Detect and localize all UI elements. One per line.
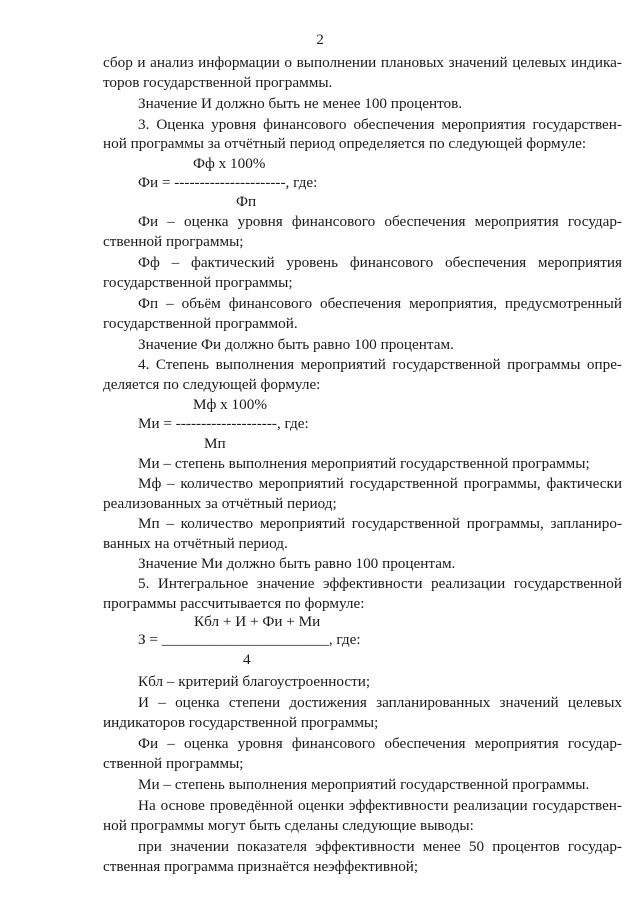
text-line: ственной программы; <box>103 755 244 772</box>
text-line: торов государственной программы. <box>103 74 333 91</box>
text-line: Ми – степень выполнения мероприятий государственной программы. <box>138 776 590 793</box>
text-line: Фи – оценка уровня финансового обеспечения мероприятия государ- <box>138 735 622 752</box>
text-line: ственная программа признаётся неэффективной; <box>103 858 419 875</box>
formula-3-numerator: Кбл + И + Фи + Ми <box>194 613 321 630</box>
formula-2: Ми = --------------------, где: <box>138 415 309 432</box>
text-line: Значение И должно быть не менее 100 процентов. <box>138 95 463 112</box>
text-line: сбор и анализ информации о выполнении плановых значений целевых индика- <box>103 54 622 71</box>
formula-1-numerator: Фф х 100% <box>193 155 266 172</box>
formula-2-denominator: Мп <box>204 435 226 452</box>
text-line: ственной программы; <box>103 233 244 250</box>
text-line: Кбл – критерий благоустроенности; <box>138 673 371 690</box>
text-line: Значение Ми должно быть равно 100 процентам. <box>138 555 456 572</box>
text-line: при значении показателя эффективности менее 50 процентов государ- <box>138 838 622 855</box>
text-line: ванных на отчётный период. <box>103 535 288 552</box>
text-line: деляется по следующей формуле: <box>103 376 321 393</box>
formula-2-numerator: Мф х 100% <box>193 396 267 413</box>
text-line: Фф – фактический уровень финансового обеспечения мероприятия <box>138 254 622 271</box>
text-line: 5. Интегральное значение эффективности реализации государственной <box>138 575 622 592</box>
text-line: Ми – степень выполнения мероприятий государственной программы; <box>138 455 590 472</box>
formula-1-denominator: Фп <box>236 193 257 210</box>
text-line: государственной программой. <box>103 315 298 332</box>
page-number: 2 <box>316 31 324 48</box>
text-line: 3. Оценка уровня финансового обеспечения мероприятия государствен- <box>138 116 622 133</box>
text-line: Фп – объём финансового обеспечения мероприятия, предусмотренный <box>138 295 622 312</box>
text-line: Мф – количество мероприятий государственной программы, фактически <box>138 475 622 492</box>
text-line: Значение Фи должно быть равно 100 процентам. <box>138 336 454 353</box>
formula-3-denominator: 4 <box>243 651 251 668</box>
text-line: Фи – оценка уровня финансового обеспечения мероприятия государ- <box>138 213 622 230</box>
text-line: На основе проведённой оценки эффективности реализации государствен- <box>138 797 622 814</box>
formula-3: З = ______________________, где: <box>138 631 361 648</box>
formula-1: Фи = ----------------------, где: <box>138 174 318 191</box>
text-line: ной программы могут быть сделаны следующие выводы: <box>103 817 474 834</box>
text-line: И – оценка степени достижения запланированных значений целевых <box>138 694 622 711</box>
text-line: реализованных за отчётный период; <box>103 495 337 512</box>
text-line: программы рассчитывается по формуле: <box>103 595 365 612</box>
text-line: 4. Степень выполнения мероприятий государственной программы опре- <box>138 356 622 373</box>
text-line: индикаторов государственной программы; <box>103 714 379 731</box>
text-line: Мп – количество мероприятий государственной программы, запланиро- <box>138 515 622 532</box>
text-line: ной программы за отчётный период определяется по следующей формуле: <box>103 135 587 152</box>
text-line: государственной программы; <box>103 274 293 291</box>
